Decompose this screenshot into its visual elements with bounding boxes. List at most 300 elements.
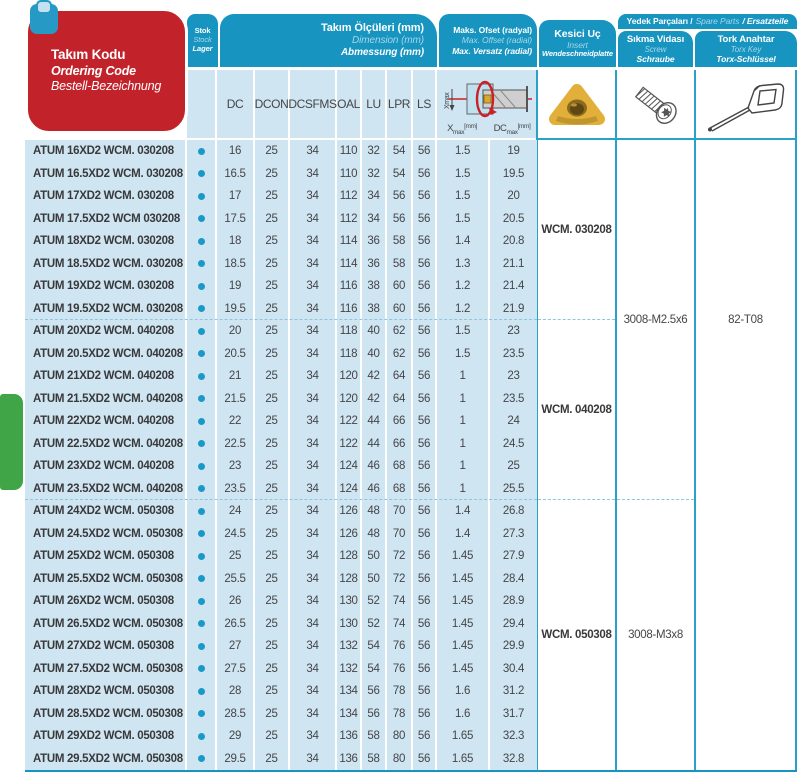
row-value-dcon: 25 [255, 275, 290, 298]
row-code: ATUM 28XD2 WCM. 050308 [25, 680, 187, 703]
row-value-dcmax: 21.9 [502, 302, 525, 315]
row-value-dcmax: 19 [507, 145, 520, 158]
stock-dot [198, 395, 205, 402]
row-code: ATUM 16XD2 WCM. 030208 [25, 140, 187, 163]
row-value-ls: 56 [413, 455, 437, 478]
row-value-lu: 34 [362, 185, 387, 208]
row-value-dcon: 25 [255, 388, 290, 411]
row-code: ATUM 20.5XD2 WCM. 040208 [25, 343, 187, 366]
row-code: ATUM 22.5XD2 WCM. 040208 [25, 433, 187, 456]
row-value-ls: 56 [413, 635, 437, 658]
insert-header-de: Wendeschneidplatte [542, 49, 613, 59]
row-value-dcsfms: 34 [290, 478, 337, 501]
row-value-lpr: 80 [387, 748, 413, 771]
row-value-dcon: 25 [255, 725, 290, 748]
row-value-dc: 22.5 [217, 433, 255, 456]
row-value-dcon: 25 [255, 410, 290, 433]
row-value-dcsfms: 34 [290, 185, 337, 208]
row-value-ls: 56 [413, 500, 437, 523]
stock-dot [198, 575, 205, 582]
row-value-oal: 128 [337, 545, 362, 568]
row-value-lu: 48 [362, 523, 387, 546]
row-value-dcmax: 25 [507, 460, 520, 473]
row-value-dcmax: 28.9 [502, 595, 525, 608]
stock-dot [198, 463, 205, 470]
row-value-xmax: 1.2 [437, 275, 490, 298]
stock-dot [198, 328, 205, 335]
row-code: ATUM 17.5XD2 WCM 030208 [25, 208, 187, 231]
row-value-dcsfms: 34 [290, 208, 337, 231]
row-value-oal: 128 [337, 568, 362, 591]
offset-diagram [439, 75, 535, 123]
row-value-oal: 116 [337, 275, 362, 298]
row-value-lpr: 66 [387, 433, 413, 456]
row-value-lu: 48 [362, 500, 387, 523]
row-code: ATUM 16.5XD2 WCM. 030208 [25, 163, 187, 186]
screw-image-cell [616, 70, 695, 140]
row-value-dcon: 25 [255, 208, 290, 231]
stock-cell [187, 185, 217, 208]
row-value-dcon: 25 [255, 163, 290, 186]
row-value-lpr: 70 [387, 500, 413, 523]
stock-cell [187, 343, 217, 366]
stock-cell [187, 320, 217, 343]
stock-header-de: Lager [192, 43, 213, 53]
row-value-dc: 23 [217, 455, 255, 478]
stock-cell [187, 253, 217, 276]
group-separator-1 [25, 319, 537, 320]
stock-dot [198, 508, 205, 515]
row-value-lpr: 72 [387, 545, 413, 568]
row-value-lu: 56 [362, 680, 387, 703]
row-value-dcsfms: 34 [290, 635, 337, 658]
row-value-lpr: 62 [387, 343, 413, 366]
row-value-ls: 56 [413, 208, 437, 231]
row-value-xmax: 1 [437, 455, 490, 478]
row-value-dc: 27 [217, 635, 255, 658]
row-value-oal: 126 [337, 523, 362, 546]
row-value-ls: 56 [413, 410, 437, 433]
row-code: ATUM 21XD2 WCM. 040208 [25, 365, 187, 388]
row-value-oal: 126 [337, 500, 362, 523]
row-value-dc: 28.5 [217, 703, 255, 726]
stock-cell [187, 275, 217, 298]
row-value-xmax: 1.5 [437, 208, 490, 231]
row-value-oal: 134 [337, 680, 362, 703]
catalog-table [25, 8, 797, 772]
row-value-dcsfms: 34 [290, 658, 337, 681]
torx-key-header [695, 31, 797, 67]
row-code: ATUM 25XD2 WCM. 050308 [25, 545, 187, 568]
stock-cell [187, 388, 217, 411]
row-value-xmax: 1.3 [437, 253, 490, 276]
row-value-dcsfms: 34 [290, 590, 337, 613]
row-value-dcmax: 27.3 [502, 527, 525, 540]
row-code: ATUM 20XD2 WCM. 040208 [25, 320, 187, 343]
row-value-dcmax: 29.4 [502, 617, 525, 630]
insert-image-cell [537, 70, 616, 140]
row-value-dcon: 25 [255, 365, 290, 388]
row-value-dcsfms: 34 [290, 500, 337, 523]
xmax-unit: [mm] [464, 123, 477, 131]
row-value-dc: 21 [217, 365, 255, 388]
row-code: ATUM 26XD2 WCM. 050308 [25, 590, 187, 613]
row-value-dc: 21.5 [217, 388, 255, 411]
row-value-lpr: 78 [387, 680, 413, 703]
row-value-dc: 19 [217, 275, 255, 298]
row-value-dcon: 25 [255, 748, 290, 771]
stock-dot [198, 238, 205, 245]
row-value-dcsfms: 34 [290, 725, 337, 748]
row-value-dcmax: 32.3 [502, 730, 525, 743]
stock-dot [198, 620, 205, 627]
row-value-oal: 122 [337, 410, 362, 433]
dimensions-header-de: Abmessung (mm) [340, 46, 424, 58]
row-value-lpr: 78 [387, 703, 413, 726]
screw-column [617, 140, 694, 770]
stock-dot [198, 148, 205, 155]
row-value-xmax: 1.4 [437, 500, 490, 523]
row-value-ls: 56 [413, 658, 437, 681]
row-value-ls: 56 [413, 388, 437, 411]
row-value-ls: 56 [413, 320, 437, 343]
row-value-lu: 50 [362, 568, 387, 591]
stock-cell [187, 703, 217, 726]
row-value-oal: 118 [337, 343, 362, 366]
row-value-oal: 112 [337, 185, 362, 208]
row-value-dcsfms: 34 [290, 275, 337, 298]
row-value-ls: 56 [413, 298, 437, 321]
row-value-dcmax: 24 [507, 415, 520, 428]
row-value-oal: 116 [337, 298, 362, 321]
screw-group-cell: 3008-M2.5x6 [617, 140, 694, 500]
row-value-lpr: 64 [387, 365, 413, 388]
stock-dot [198, 485, 205, 492]
row-value-dcsfms: 34 [290, 433, 337, 456]
row-value-dc: 17.5 [217, 208, 255, 231]
row-value-lu: 42 [362, 365, 387, 388]
row-value-xmax: 1.65 [437, 725, 490, 748]
row-value-ls: 56 [413, 343, 437, 366]
row-value-dc: 28 [217, 680, 255, 703]
row-value-lpr: 64 [387, 388, 413, 411]
stock-header-en: Stock [193, 35, 212, 45]
stock-cell [187, 433, 217, 456]
torx-key-image [702, 77, 790, 133]
insert-header [539, 20, 616, 67]
row-value-dcon: 25 [255, 185, 290, 208]
row-value-dcon: 25 [255, 568, 290, 591]
row-value-xmax: 1 [437, 410, 490, 433]
row-value-ls: 56 [413, 680, 437, 703]
dcmax-unit: [mm] [517, 123, 531, 131]
spare-parts-header [618, 14, 797, 29]
stock-cell [187, 523, 217, 546]
col-label-ls: LS [413, 70, 437, 138]
insert-header-en: Insert [567, 40, 588, 51]
row-value-dcsfms: 34 [290, 343, 337, 366]
stock-dot [198, 440, 205, 447]
row-value-lpr: 58 [387, 253, 413, 276]
row-value-dcon: 25 [255, 658, 290, 681]
row-value-ls: 56 [413, 365, 437, 388]
stock-cell [187, 455, 217, 478]
screw-group-cell: 3008-M3x8 [628, 629, 683, 641]
row-value-ls: 56 [413, 185, 437, 208]
row-value-xmax: 1.2 [437, 298, 490, 321]
stock-cell [187, 410, 217, 433]
row-value-dcmax: 27.9 [502, 550, 525, 563]
row-value-oal: 132 [337, 635, 362, 658]
insert-column [538, 140, 615, 770]
max-offset-header [439, 14, 537, 67]
row-value-dcsfms: 34 [290, 140, 337, 163]
stock-cell [187, 365, 217, 388]
row-value-lu: 34 [362, 208, 387, 231]
row-value-dc: 24.5 [217, 523, 255, 546]
row-value-dcon: 25 [255, 635, 290, 658]
row-value-ls: 56 [413, 230, 437, 253]
row-value-dcon: 25 [255, 545, 290, 568]
row-value-dcmax: 31.7 [502, 707, 525, 720]
dcmax-base: DC [493, 123, 507, 135]
row-value-xmax: 1 [437, 478, 490, 501]
row-value-oal: 130 [337, 613, 362, 636]
row-value-dcon: 25 [255, 343, 290, 366]
row-value-oal: 124 [337, 455, 362, 478]
dimensions-header-en: Dimension (mm) [352, 35, 424, 47]
row-value-dcmax: 20.8 [502, 235, 525, 248]
row-value-dcsfms: 34 [290, 568, 337, 591]
insert-image [548, 82, 606, 128]
col-label-oal: OAL [337, 70, 362, 138]
row-value-lu: 46 [362, 455, 387, 478]
row-value-dcmax: 26.8 [502, 505, 525, 518]
row-value-lu: 58 [362, 725, 387, 748]
row-value-dc: 23.5 [217, 478, 255, 501]
row-value-dcmax: 31.2 [502, 685, 525, 698]
stock-dot [198, 710, 205, 717]
row-value-dcsfms: 34 [290, 410, 337, 433]
row-value-dcon: 25 [255, 230, 290, 253]
stock-dot [198, 665, 205, 672]
max-offset-header-en: Max. Offset (radial) [461, 35, 532, 46]
stock-cell [187, 545, 217, 568]
row-value-lpr: 72 [387, 568, 413, 591]
row-code: ATUM 29.5XD2 WCM. 050308 [25, 748, 187, 771]
row-value-oal: 122 [337, 433, 362, 456]
dimensions-header-tr: Takım Ölçüleri (mm) [320, 22, 424, 35]
stock-cell [187, 230, 217, 253]
row-value-lu: 38 [362, 275, 387, 298]
col-label-dcsfms: DCSFMS [290, 70, 337, 138]
row-value-dcsfms: 34 [290, 298, 337, 321]
insert-group-cell: WCM. 050308 [541, 629, 612, 641]
row-value-lpr: 54 [387, 140, 413, 163]
row-value-dcon: 25 [255, 500, 290, 523]
row-value-dcon: 25 [255, 253, 290, 276]
spare-parts-header-de: / Ersatzteile [742, 16, 789, 27]
row-value-ls: 56 [413, 275, 437, 298]
dimensions-header [220, 14, 437, 67]
stock-dot [198, 170, 205, 177]
stock-cell [187, 725, 217, 748]
row-code: ATUM 24.5XD2 WCM. 050308 [25, 523, 187, 546]
row-value-lpr: 54 [387, 163, 413, 186]
row-value-dcsfms: 34 [290, 455, 337, 478]
row-value-ls: 56 [413, 545, 437, 568]
row-value-dcmax: 30.4 [502, 662, 525, 675]
row-value-xmax: 1.65 [437, 748, 490, 771]
col-label-dc: DC [217, 70, 255, 138]
row-value-ls: 56 [413, 568, 437, 591]
row-value-dcsfms: 34 [290, 703, 337, 726]
row-value-lu: 42 [362, 388, 387, 411]
row-value-dcmax: 21.4 [502, 280, 525, 293]
screw-header-en: Screw [644, 44, 667, 54]
row-value-ls: 56 [413, 433, 437, 456]
screw-header-de: Schraube [636, 54, 675, 65]
row-value-lpr: 60 [387, 275, 413, 298]
row-value-dcon: 25 [255, 320, 290, 343]
stock-cell [187, 748, 217, 771]
row-value-lpr: 74 [387, 590, 413, 613]
subheader-stock-cell [187, 70, 217, 138]
row-value-dcsfms: 34 [290, 613, 337, 636]
row-value-xmax: 1.45 [437, 635, 490, 658]
row-value-oal: 110 [337, 140, 362, 163]
row-value-dc: 18 [217, 230, 255, 253]
row-value-dc: 24 [217, 500, 255, 523]
row-value-xmax: 1.45 [437, 568, 490, 591]
row-code: ATUM 24XD2 WCM. 050308 [25, 500, 187, 523]
bookmark-notch [36, 0, 52, 14]
row-value-ls: 56 [413, 140, 437, 163]
row-value-xmax: 1.5 [437, 320, 490, 343]
row-value-dcsfms: 34 [290, 253, 337, 276]
screw-header [618, 31, 693, 67]
row-value-ls: 56 [413, 523, 437, 546]
stock-dot [198, 373, 205, 380]
row-value-lpr: 58 [387, 230, 413, 253]
row-value-lpr: 60 [387, 298, 413, 321]
torx-key-image-cell [695, 70, 797, 140]
row-value-dcsfms: 34 [290, 230, 337, 253]
row-value-ls: 56 [413, 590, 437, 613]
column-subheader [187, 70, 537, 140]
row-value-dc: 20 [217, 320, 255, 343]
torx-col-right-border [795, 70, 797, 770]
col-label-lpr: LPR [387, 70, 413, 138]
stock-dot [198, 350, 205, 357]
row-code: ATUM 18XD2 WCM. 030208 [25, 230, 187, 253]
insert-group-cell: WCM. 030208 [538, 140, 615, 320]
row-value-dcmax: 23 [507, 325, 520, 338]
row-value-xmax: 1 [437, 388, 490, 411]
xmax-base: X [447, 123, 453, 135]
dcmax-sub: max [506, 129, 518, 136]
row-value-lu: 56 [362, 703, 387, 726]
row-value-ls: 56 [413, 725, 437, 748]
torx-key-header-de: Torx-Schlüssel [716, 54, 776, 65]
row-value-oal: 130 [337, 590, 362, 613]
row-value-oal: 134 [337, 703, 362, 726]
row-value-dcmax: 23.5 [502, 392, 525, 405]
row-code: ATUM 21.5XD2 WCM. 040208 [25, 388, 187, 411]
offset-sub-labels [437, 123, 537, 136]
row-value-dcon: 25 [255, 433, 290, 456]
row-value-ls: 56 [413, 703, 437, 726]
green-page-tab [0, 394, 23, 490]
row-code: ATUM 23.5XD2 WCM. 040208 [25, 478, 187, 501]
row-code: ATUM 26.5XD2 WCM. 050308 [25, 613, 187, 636]
row-value-lpr: 80 [387, 725, 413, 748]
row-value-dcmax: 23 [507, 370, 520, 383]
row-value-dc: 16.5 [217, 163, 255, 186]
bookmark-tab-icon [30, 4, 58, 34]
row-value-dcmax: 23.5 [502, 347, 525, 360]
row-value-dc: 22 [217, 410, 255, 433]
max-offset-header-tr: Maks. Ofset (radyal) [453, 25, 532, 36]
row-value-lu: 40 [362, 320, 387, 343]
row-value-dc: 26 [217, 590, 255, 613]
row-value-oal: 114 [337, 230, 362, 253]
row-value-xmax: 1.5 [437, 163, 490, 186]
screw-header-tr: Sıkma Vidası [626, 33, 685, 45]
row-value-dcsfms: 34 [290, 365, 337, 388]
row-value-oal: 112 [337, 208, 362, 231]
screw-image [623, 77, 689, 133]
row-value-dc: 25 [217, 545, 255, 568]
row-code: ATUM 29XD2 WCM. 050308 [25, 725, 187, 748]
ordering-code-de: Bestell-Bezeichnung [51, 79, 162, 94]
row-value-xmax: 1.45 [437, 545, 490, 568]
data-grid [25, 140, 537, 770]
stock-header [187, 14, 218, 67]
row-value-lpr: 74 [387, 613, 413, 636]
stock-dot [198, 215, 205, 222]
stock-cell [187, 568, 217, 591]
row-value-oal: 110 [337, 163, 362, 186]
row-value-dc: 20.5 [217, 343, 255, 366]
row-value-dcon: 25 [255, 478, 290, 501]
stock-dot [198, 260, 205, 267]
row-value-dcon: 25 [255, 590, 290, 613]
spare-parts-header-tr: Yedek Parçaları / [626, 16, 693, 27]
row-value-ls: 56 [413, 748, 437, 771]
stock-cell [187, 298, 217, 321]
row-value-dcmax: 20.5 [502, 212, 525, 225]
row-value-lu: 58 [362, 748, 387, 771]
row-value-lu: 32 [362, 163, 387, 186]
row-code: ATUM 25.5XD2 WCM. 050308 [25, 568, 187, 591]
row-value-dc: 27.5 [217, 658, 255, 681]
row-value-lu: 40 [362, 343, 387, 366]
row-value-xmax: 1.45 [437, 658, 490, 681]
max-offset-header-de: Max. Versatz (radial) [452, 45, 532, 56]
insert-group-cell: WCM. 040208 [538, 320, 615, 500]
row-value-oal: 118 [337, 320, 362, 343]
stock-dot [198, 530, 205, 537]
row-value-dc: 19.5 [217, 298, 255, 321]
stock-dot [198, 283, 205, 290]
row-value-lu: 44 [362, 410, 387, 433]
row-value-dc: 25.5 [217, 568, 255, 591]
stock-cell [187, 590, 217, 613]
row-value-lu: 36 [362, 230, 387, 253]
row-value-dc: 17 [217, 185, 255, 208]
row-value-xmax: 1.5 [437, 185, 490, 208]
